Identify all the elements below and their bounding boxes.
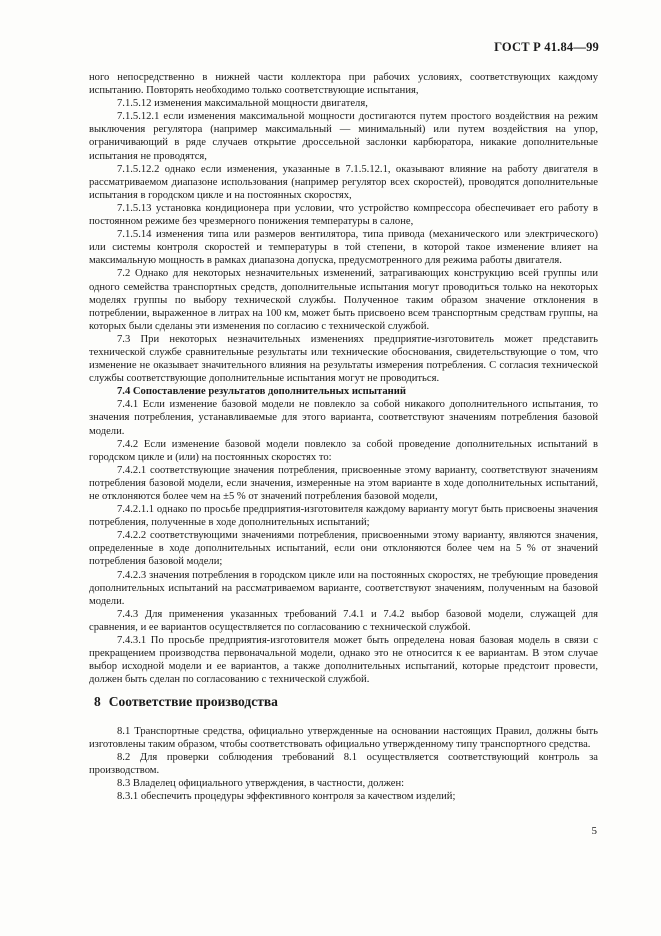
paragraph: 7.1.5.12 изменения максимальной мощности двигателя,	[117, 98, 368, 110]
paragraph: 8.2 Для проверки соблюдения требований 8.1 осуществляется соответствующий контроль за производством.	[89, 751, 598, 776]
paragraph: 7.1.5.12.2 однако если изменения, указанные в 7.1.5.12.1, оказывают влияние на работу двигателя в рассматриваемом диапазоне использования (например регулятор всех скоростей), проводятся дополнительные испытания в городском цикле и на постоянных скоростях,	[89, 163, 598, 201]
paragraph: 7.2 Однако для некоторых незначительных изменений, затрагивающих конструкцию всей группы или одного семейства транспортных средств, дополнительные испытания могут проводиться только на некоторых моделях группы по выбору технической службы. Полученное таким образом значение отклонения в потреблении, выраженное в литрах на 100 км, может быть присвоено всем транспортным средствам группы, на которых были сделаны эти изменения по согласию с технической службой.	[89, 268, 598, 332]
paragraph: 7.1.5.12.1 если изменения максимальной мощности достигаются путем простого воздействия на режим выключения регулятора (например максимальный — минимальный) или путем воздействия на упор, ограничивающий в ряде случаев открытие дроссельной заслонки карбюратора, никакие дополнительные испытания не проводятся,	[89, 111, 598, 162]
subsection-heading: 7.4 Сопоставление результатов дополнительных испытаний	[117, 386, 406, 398]
paragraph: 7.3 При некоторых незначительных изменениях предприятие-изготовитель может представить технической службе сравнительные результаты или технические обоснования, свидетельствующие о том, что изменение не оказывает значительного влияния на результаты измерения потребления. С согласия технической службы соответствующие дополнительные испытания могут не проводиться.	[89, 333, 598, 385]
paragraph: 7.4.3.1 По просьбе предприятия-изготовителя может быть определена новая базовая модель в связи с прекращением производства первоначальной модели, однако это не относится к ее вариантам. В этом случае выбор исходной модели и ее вариантов, а также дополнительных испытаний, которые предстоит провести, должен быть сделан по согласованию с технической службой.	[89, 635, 598, 686]
document-code: ГОСТ Р 41.84—99	[494, 40, 599, 54]
paragraph: 8.3.1 обеспечить процедуры эффективного контроля за качеством изделий;	[117, 790, 456, 802]
paragraph: 7.4.2 Если изменение базовой модели повлекло за собой проведение дополнительных испытаний в городском цикле и (или) на постоянных скоростях то:	[89, 438, 598, 463]
page-number: 5	[591, 825, 597, 837]
paragraph: 7.4.2.1.1 однако по просьбе предприятия-изготовителя каждому варианту могут быть присвоены значения потребления, полученные в ходе дополнительных испытаний;	[89, 504, 598, 529]
paragraph: 8.3 Владелец официального утверждения, в частности, должен:	[117, 777, 405, 789]
paragraph: 7.1.5.14 изменения типа или размеров вентилятора, типа привода (механического или электрического) или системы контроля скоростей и температуры в той степени, в которой такое изменение влияет на максимальную мощность в рамках диапазона допуска, предусмотренного для режима работы двигателя.	[89, 229, 598, 267]
section-title: Соответствие производства	[108, 694, 278, 710]
paragraph: 7.4.3 Для применения указанных требований 7.4.1 и 7.4.2 выбор базовой модели, служащей для сравнения, и ее вариантов осуществляется по согласованию с технической службой.	[89, 608, 598, 633]
paragraph: 7.4.2.2 соответствующими значениями потребления, присвоенными этому варианту, являются значения, определенные в ходе дополнительных испытаний, если они отклоняются более чем на 5 % от значений потребления базовой модели;	[89, 530, 598, 568]
paragraph: 7.4.1 Если изменение базовой модели не повлекло за собой никакого дополнительного испытания, то значения потребления, устанавливаемые для этого варианта, соответствуют значениям потребления базовой модели.	[89, 399, 598, 437]
paragraph: 7.4.2.3 значения потребления в городском цикле или на постоянных скоростях, не требующие проведения дополнительных испытаний на рассматриваемом варианте, соответствуют значениям, полученным на базовой модели.	[89, 569, 598, 607]
paragraph: 8.1 Транспортные средства, официально утвержденные на основании настоящих Правил, должны быть изготовлены таким образом, чтобы соответствовать официально утвержденному типу транспортного средства.	[89, 725, 598, 750]
page-body	[89, 71, 598, 803]
paragraph: 7.1.5.13 установка кондиционера при условии, что устройство компрессора обеспечивает его работу в постоянном режиме без чрезмерного понижения температуры в салоне,	[89, 202, 598, 228]
paragraph: ного непосредственно в нижней части коллектора при рабочих условиях, соответствующих каждому испытанию. Повторять необходимо только соответствующие испытания,	[89, 72, 598, 97]
section-number: 8	[94, 694, 101, 710]
paragraph: 7.4.2.1 соответствующие значения потребления, присвоенные этому варианту, соответствуют значениям потребления базовой модели, если значения, измеренные на этом варианте в ходе дополнительных испытаний, не отклоняются более чем на ±5 % от значений потребления базовой модели,	[89, 464, 598, 502]
section-heading	[89, 695, 598, 708]
